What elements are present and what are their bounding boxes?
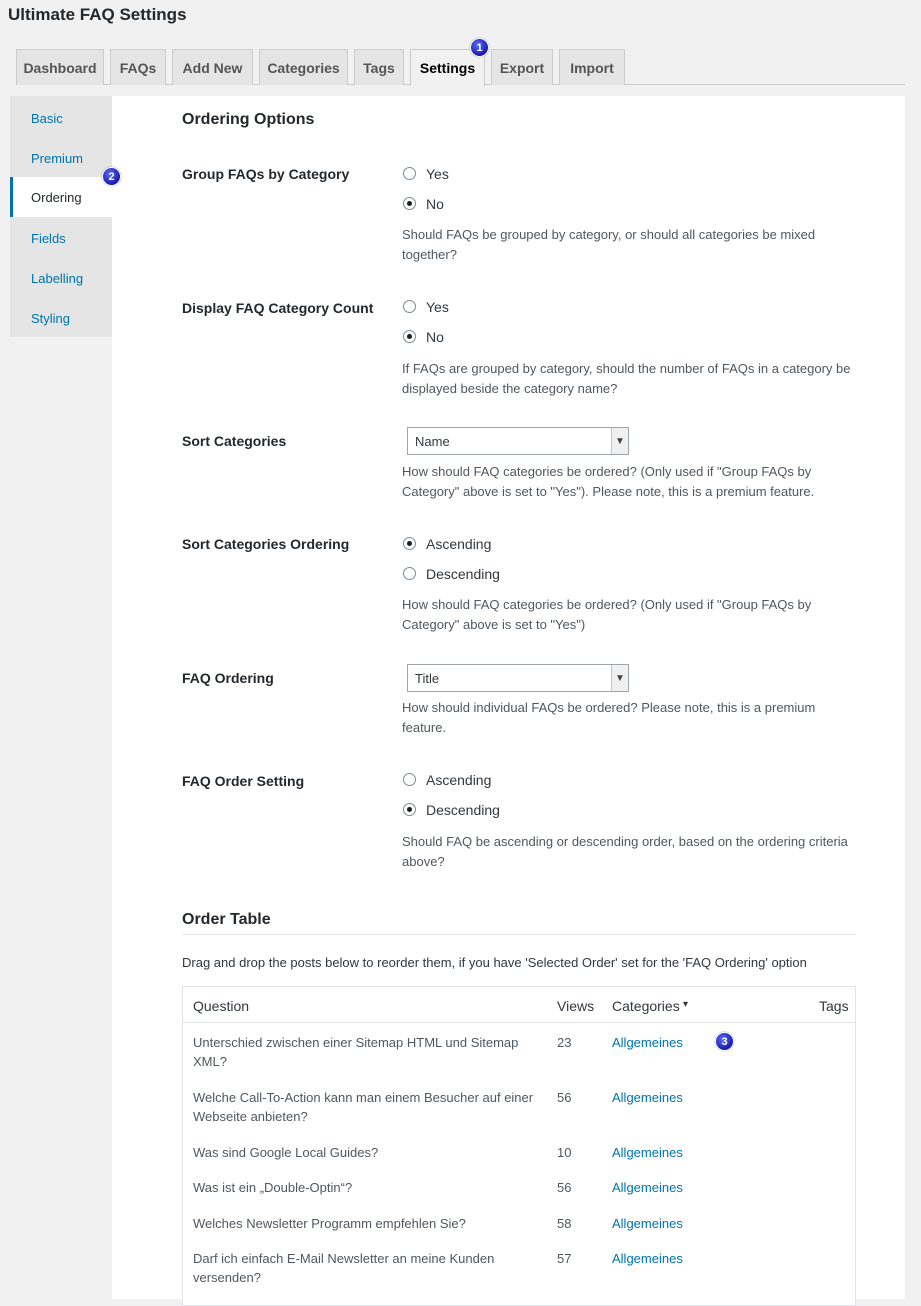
callout-badge-2: 2 xyxy=(102,167,121,186)
sort-arrow-icon[interactable]: ▾ xyxy=(683,999,689,1010)
table-row-category-link[interactable]: Allgemeines xyxy=(612,1180,683,1195)
table-header-divider xyxy=(183,1022,855,1023)
table-row-question[interactable]: Unterschied zwischen einer Sitemap HTML und Sitemap XML? xyxy=(193,1035,519,1069)
table-row-question[interactable]: Darf ich einfach E-Mail Newsletter an meine Kunden versenden? xyxy=(193,1251,495,1285)
tab-settings[interactable]: Settings xyxy=(410,49,485,86)
table-row-category-link[interactable]: Allgemeines xyxy=(612,1216,683,1231)
group-by-category-yes-label[interactable]: Yes xyxy=(426,166,449,182)
column-header-question[interactable]: Question xyxy=(193,998,250,1014)
table-row-views: 56 xyxy=(557,1090,572,1105)
table-row-views: 58 xyxy=(557,1216,572,1231)
category-count-no-label[interactable]: No xyxy=(426,329,444,345)
order-table-heading: Order Table xyxy=(182,911,271,928)
sidebar-item-styling[interactable]: Styling xyxy=(31,310,71,326)
sort-categories-descending-radio[interactable] xyxy=(403,567,416,580)
sort-categories-desc: How should FAQ categories be ordered? (Only used if "Group FAQs by Category" above is set to "Yes"). Please note, this is a premium feature. xyxy=(402,464,815,499)
table-row-views: 57 xyxy=(557,1251,572,1266)
category-count-yes-radio[interactable] xyxy=(403,300,416,313)
table-row-category-link[interactable]: Allgemeines xyxy=(612,1251,683,1266)
table-row-question[interactable]: Welches Newsletter Programm empfehlen Sie? xyxy=(193,1216,466,1231)
order-table-intro: Drag and drop the posts below to reorder them, if you have 'Selected Order' set for the 'FAQ Ordering' option xyxy=(182,955,807,970)
category-count-yes-label[interactable]: Yes xyxy=(426,299,449,315)
heading-divider xyxy=(182,934,856,935)
tab-export[interactable]: Export xyxy=(491,49,553,85)
sort-categories-ordering-desc: How should FAQ categories be ordered? (Only used if "Group FAQs by Category" above is set to "Yes") xyxy=(402,597,812,632)
settings-sidebar xyxy=(10,96,112,337)
sort-categories-select[interactable] xyxy=(407,427,629,455)
group-by-category-yes-radio[interactable] xyxy=(403,167,416,180)
sort-categories-ascending-radio[interactable] xyxy=(403,537,416,550)
column-header-categories[interactable]: Categories xyxy=(612,998,680,1014)
table-row-category-link[interactable]: Allgemeines xyxy=(612,1090,683,1105)
category-count-no-radio[interactable] xyxy=(403,330,416,343)
sidebar-item-ordering[interactable]: Ordering xyxy=(10,177,112,217)
callout-badge-3: 3 xyxy=(715,1032,734,1051)
tab-import[interactable]: Import xyxy=(559,49,625,85)
tab-tags[interactable]: Tags xyxy=(354,49,404,85)
table-row-question[interactable]: Welche Call-To-Action kann man einem Besucher auf einer Webseite anbieten? xyxy=(193,1090,534,1124)
category-count-desc: If FAQs are grouped by category, should the number of FAQs in a category be displayed beside the category name? xyxy=(402,361,851,396)
chevron-down-icon: ▼ xyxy=(611,665,628,691)
tab-faqs[interactable]: FAQs xyxy=(110,49,166,85)
faq-ordering-desc: How should individual FAQs be ordered? Please note, this is a premium feature. xyxy=(402,700,816,735)
tab-add-new[interactable]: Add New xyxy=(172,49,253,85)
faq-order-descending-radio[interactable] xyxy=(403,803,416,816)
group-by-category-no-label[interactable]: No xyxy=(426,196,444,212)
sort-categories-ascending-label[interactable]: Ascending xyxy=(426,536,492,552)
sidebar-item-basic[interactable]: Basic xyxy=(31,110,63,126)
faq-order-ascending-label[interactable]: Ascending xyxy=(426,772,492,788)
table-row-category-link[interactable]: Allgemeines xyxy=(612,1035,683,1050)
faq-ordering-label: FAQ Ordering xyxy=(182,670,274,686)
table-row-question[interactable]: Was ist ein „Double-Optin“? xyxy=(193,1180,353,1195)
tab-categories[interactable]: Categories xyxy=(259,49,348,85)
sidebar-item-premium[interactable]: Premium xyxy=(31,150,84,166)
faq-order-setting-label: FAQ Order Setting xyxy=(182,773,305,789)
sort-categories-label: Sort Categories xyxy=(182,433,287,449)
faq-ordering-value: Title xyxy=(415,670,440,686)
settings-tabs xyxy=(16,49,905,85)
group-by-category-desc: Should FAQs be grouped by category, or should all categories be mixed together? xyxy=(402,227,816,262)
faq-order-ascending-radio[interactable] xyxy=(403,773,416,786)
table-row-views: 10 xyxy=(557,1145,572,1160)
table-row-views: 56 xyxy=(557,1180,572,1195)
column-header-views[interactable]: Views xyxy=(557,998,595,1014)
column-header-tags[interactable]: Tags xyxy=(819,998,849,1014)
table-row-question[interactable]: Was sind Google Local Guides? xyxy=(193,1145,379,1160)
faq-ordering-select[interactable] xyxy=(407,664,629,692)
tab-dashboard[interactable]: Dashboard xyxy=(16,49,104,85)
ordering-options-heading: Ordering Options xyxy=(182,111,315,128)
chevron-down-icon: ▼ xyxy=(611,428,628,454)
sort-categories-value: Name xyxy=(415,433,450,449)
faq-order-setting-desc: Should FAQ be ascending or descending order, based on the ordering criteria above? xyxy=(402,834,848,869)
sort-categories-descending-label[interactable]: Descending xyxy=(426,566,500,582)
sidebar-item-fields[interactable]: Fields xyxy=(31,230,66,246)
group-by-category-label: Group FAQs by Category xyxy=(182,166,350,182)
group-by-category-no-radio[interactable] xyxy=(403,197,416,210)
table-row-views: 23 xyxy=(557,1035,572,1050)
sort-categories-ordering-label: Sort Categories Ordering xyxy=(182,536,350,552)
page-title: Ultimate FAQ Settings xyxy=(8,5,187,24)
category-count-label: Display FAQ Category Count xyxy=(182,300,374,316)
faq-order-descending-label[interactable]: Descending xyxy=(426,802,500,818)
sidebar-item-labelling[interactable]: Labelling xyxy=(31,270,84,286)
table-row-category-link[interactable]: Allgemeines xyxy=(612,1145,683,1160)
callout-badge-1: 1 xyxy=(470,38,489,57)
